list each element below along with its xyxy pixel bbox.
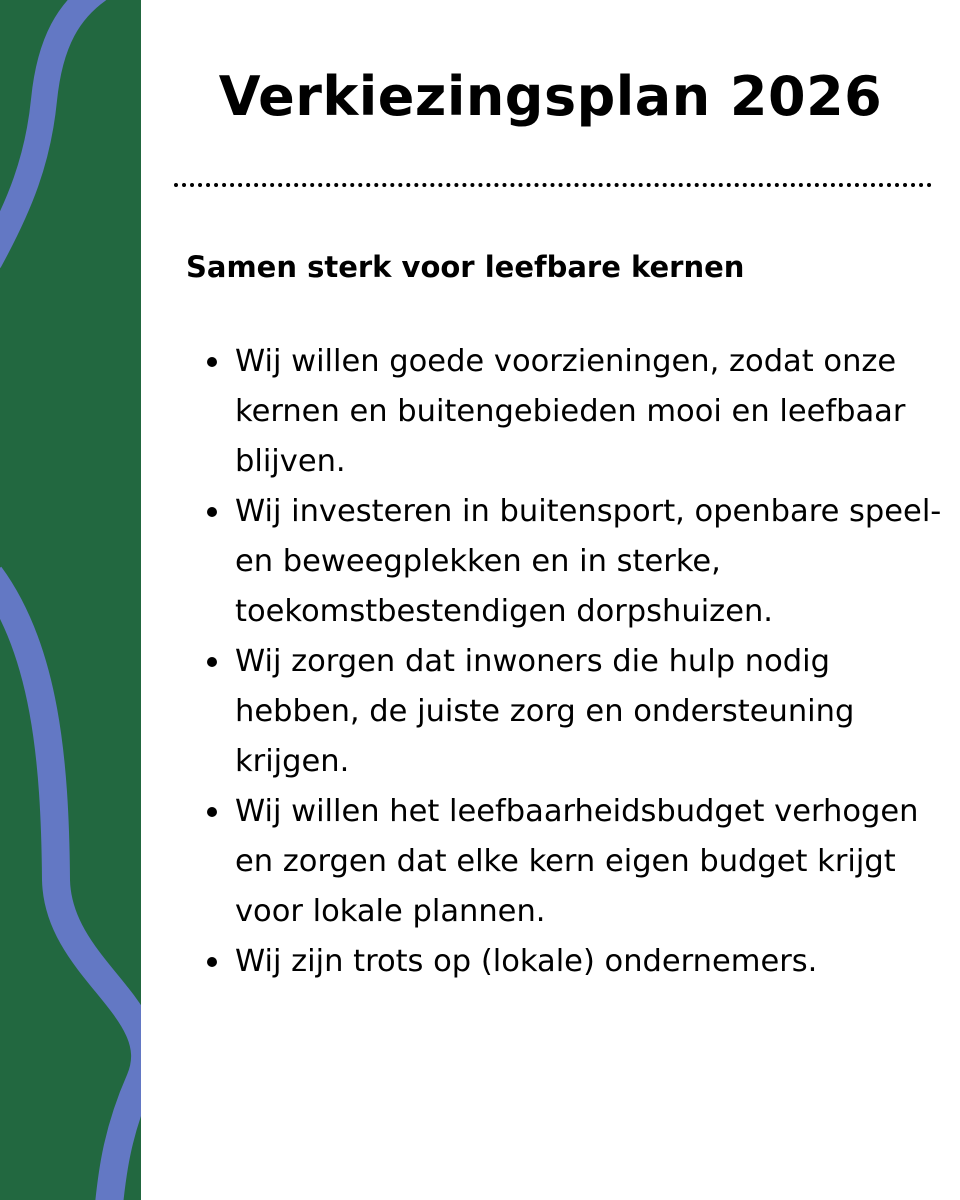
page-title: Verkiezingsplan 2026: [218, 65, 883, 128]
plan-point-text: Wij willen het leefbaarheidsbudget verhogen en zorgen dat elke kern eigen budget krijgt voor lokale plannen.: [235, 794, 919, 929]
bullet-icon: [207, 807, 217, 817]
plan-point: [235, 937, 955, 987]
bullet-icon: [207, 957, 217, 967]
bullet-icon: [207, 657, 217, 667]
plan-point-text: Wij willen goede voorzieningen, zodat onze kernen en buitengebieden mooi en leefbaar blijven.: [235, 344, 906, 479]
plan-point: [235, 487, 955, 637]
plan-point: [235, 337, 955, 487]
plan-point-text: Wij zorgen dat inwoners die hulp nodig hebben, de juiste zorg en ondersteuning krijgen.: [235, 644, 855, 779]
wave-decoration: [0, 0, 141, 1200]
section-subtitle: Samen sterk voor leefbare kernen: [186, 250, 745, 284]
dotted-divider: [174, 183, 932, 187]
bullet-icon: [207, 357, 217, 367]
plan-point-text: Wij zijn trots op (lokale) ondernemers.: [235, 944, 818, 979]
plan-point-text: Wij investeren in buitensport, openbare speel- en beweegplekken en in sterke, toekomstbestendigen dorpshuizen.: [235, 494, 942, 629]
plan-point: [235, 637, 955, 787]
decorative-sidebar: [0, 0, 141, 1200]
bullet-icon: [207, 507, 217, 517]
plan-points-list: [235, 337, 955, 987]
plan-point: [235, 787, 955, 937]
content-panel: [141, 0, 960, 1200]
